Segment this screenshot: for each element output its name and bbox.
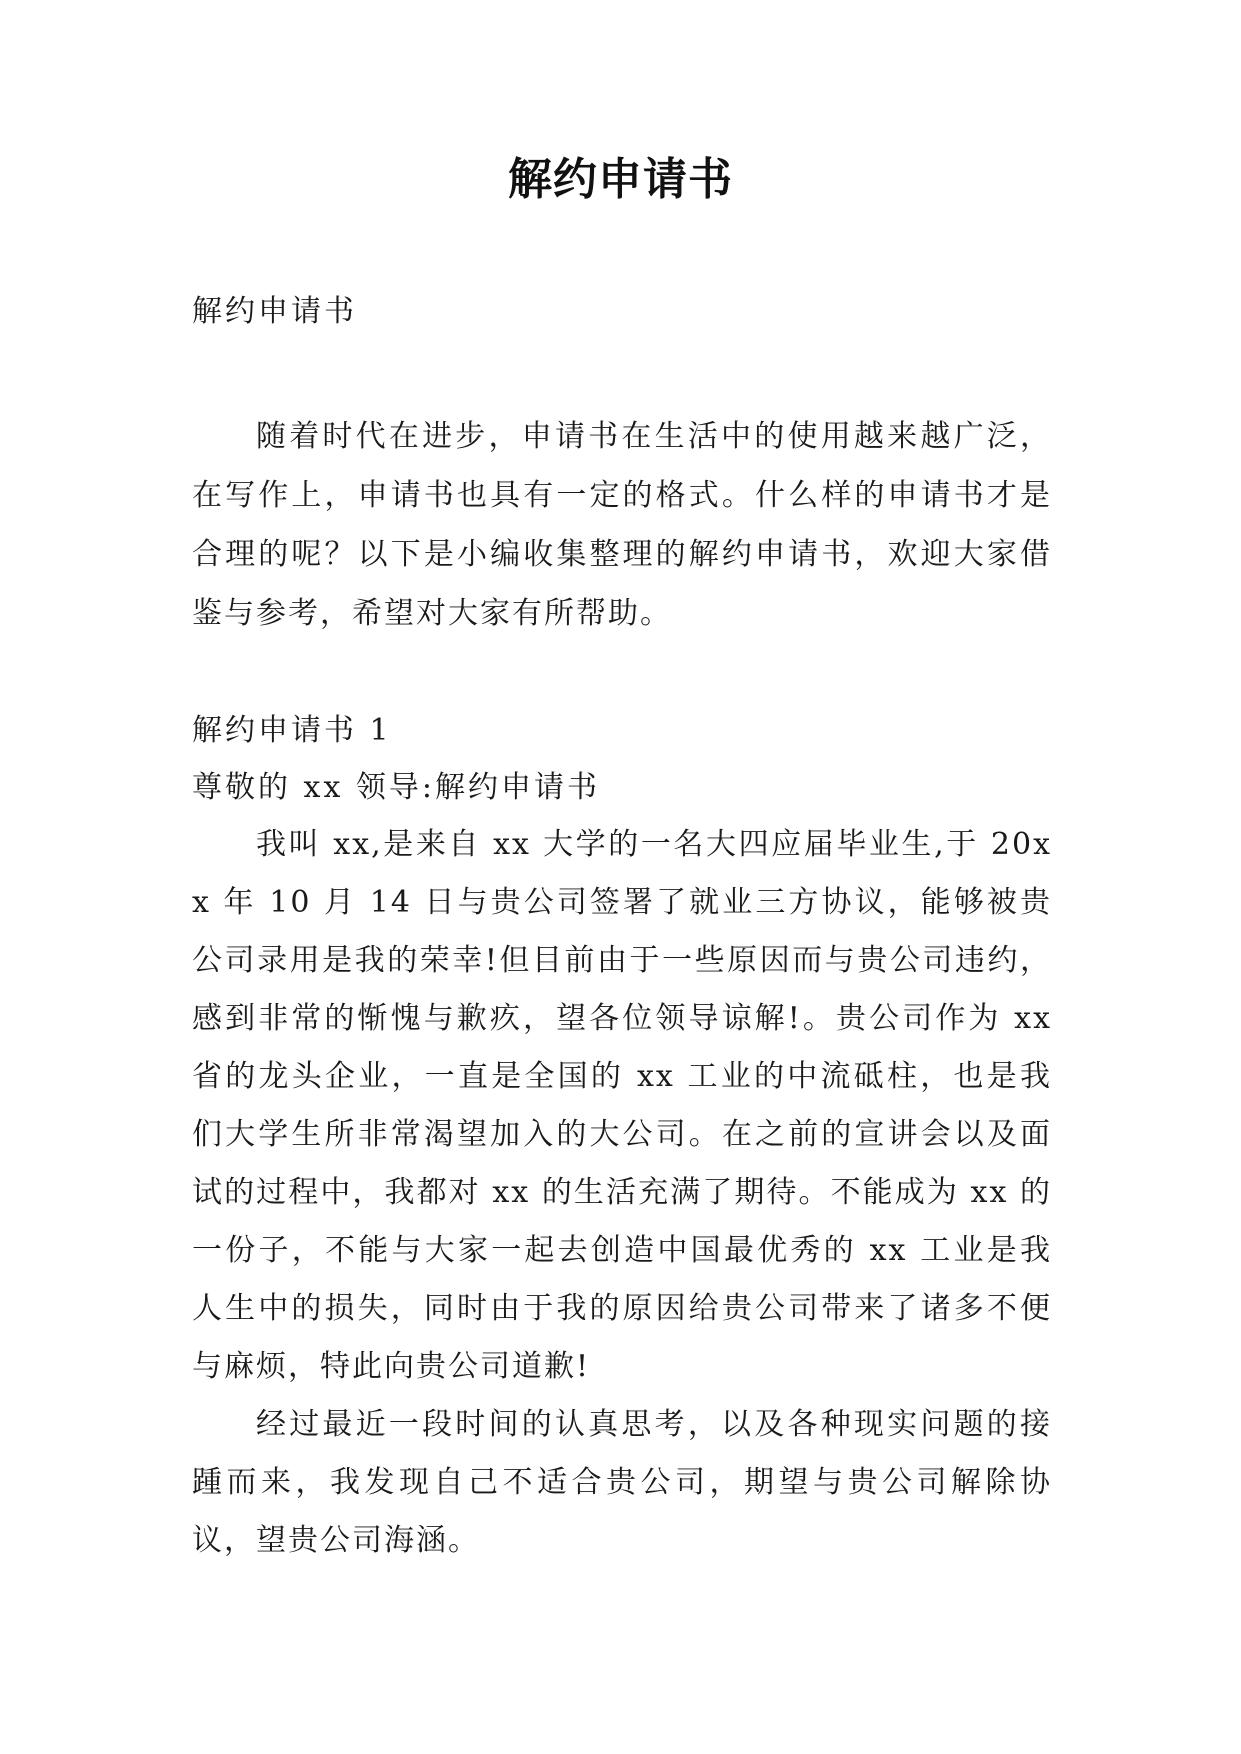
body-paragraph-2: 经过最近一段时间的认真思考，以及各种现实问题的接踵而来，我发现自己不适合贵公司，期望与贵公司解除协议，望贵公司海涵。 xyxy=(192,1407,1052,1558)
document-subtitle: 解约申请书 xyxy=(192,294,357,329)
intro-section xyxy=(192,407,1052,643)
intro-paragraph: 随着时代在进步，申请书在生活中的使用越来越广泛，在写作上，申请书也具有一定的格式。什么样的申请书才是合理的呢？以下是小编收集整理的解约申请书，欢迎大家借鉴与参考，希望对大家有所帮助。 xyxy=(192,419,1052,631)
section-heading: 解约申请书 1 xyxy=(192,713,392,748)
salutation-line: 尊敬的 xx 领导:解约申请书 xyxy=(192,770,601,805)
document-title: 解约申请书 xyxy=(508,154,733,205)
body-paragraph-1: 我叫 xx,是来自 xx 大学的一名大四应届毕业生,于 20xx 年 10 月 14 日与贵公司签署了就业三方协议，能够被贵公司录用是我的荣幸!但目前由于一些原因而与贵公司违约，感到非常的惭愧与歉疚，望各位领导谅解!。贵公司作为 xx 省的龙头企业，一直是全国的 xx 工业的中流砥柱，也是我们大学生所非常渴望加入的大公司。在之前的宣讲会以及面试的过程中，我都对 xx 的生活充满了期待。不能成为 xx 的一份子，不能与大家一起去创造中国最优秀的 xx 工业是我人生中的损失，同时由于我的原因给贵公司带来了诸多不便与麻烦，特此向贵公司道歉! xyxy=(192,827,1052,1384)
section-1 xyxy=(192,702,1052,1570)
